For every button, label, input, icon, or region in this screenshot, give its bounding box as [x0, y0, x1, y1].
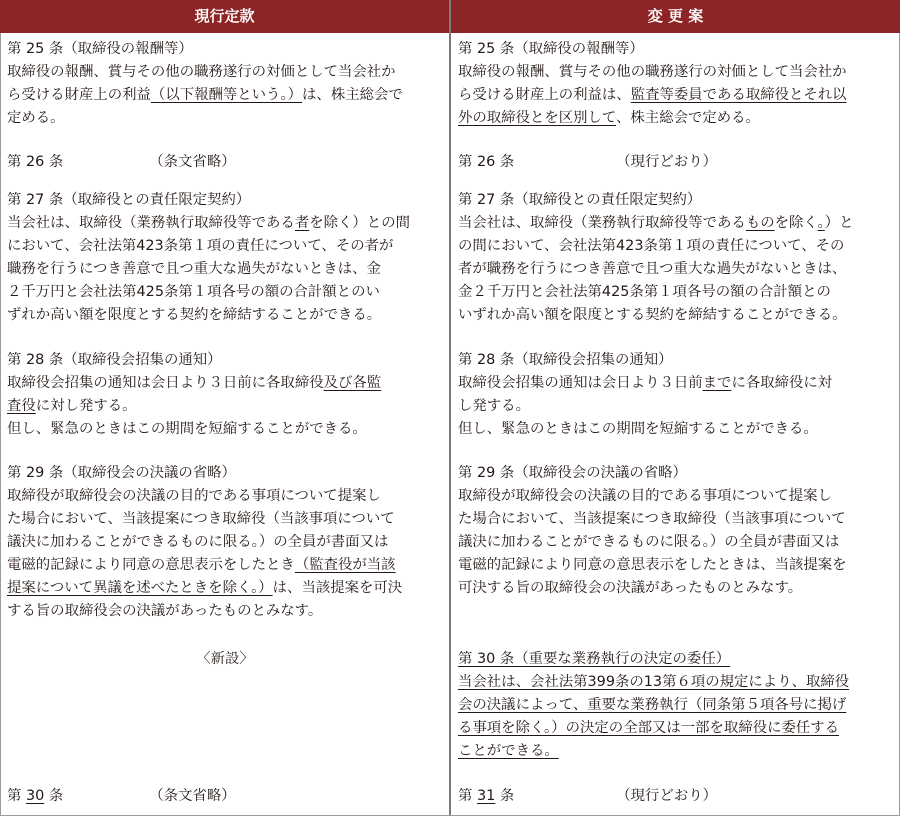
article-line: 当会社は、取締役（業務執行取締役等である者を除く）との間 — [7, 215, 410, 231]
article-line: いずれか高い額を限度とする契約を締結することができる。 — [458, 307, 847, 323]
article-line: 者が職務を行うにつき善意で且つ重大な過失がないときは、 — [458, 261, 847, 277]
proposed-article-31: 第 31 条 （現行どおり） — [458, 788, 717, 804]
article-title: 第 25 条（取締役の報酬等） — [458, 41, 644, 57]
article-line: る事項を除く。）の決定の全部又は一部を取締役に委任する — [458, 720, 840, 736]
article-line: 但し、緊急のときはこの期間を短縮することができる。 — [7, 421, 367, 437]
article-note: （条文省略） — [149, 788, 236, 804]
article-line: 可決する旨の取締役会の決議があったものとみなす。 — [458, 580, 803, 596]
article-number: 30 — [25, 788, 45, 804]
article-number: 第 26 条 — [7, 154, 64, 170]
article-line: 取締役が取締役会の決議の目的である事項について提案し — [458, 488, 832, 504]
current-article-29 — [7, 462, 443, 623]
article-note: （現行どおり） — [616, 788, 717, 804]
article-title: 第 28 条（取締役会招集の通知） — [7, 352, 222, 368]
article-line: 議決に加わることができるものに限る。）の全員が書面又は — [7, 534, 389, 550]
article-number: 第 26 条 — [458, 154, 515, 170]
article-line: ら受ける財産上の利益（以下報酬等という。）は、株主総会で — [7, 87, 403, 103]
article-line: の間において、会社法第423条第１項の責任について、その — [458, 238, 845, 254]
proposed-article-30-new — [458, 648, 894, 763]
proposed-article-25 — [458, 38, 894, 130]
current-article-25 — [7, 38, 443, 130]
article-line: 電磁的記録により同意の意思表示をしたときは、当該提案を — [458, 557, 847, 573]
article-title: 第 28 条（取締役会招集の通知） — [458, 352, 673, 368]
article-line: 電磁的記録により同意の意思表示をしたとき（監査役が当該 — [7, 557, 396, 573]
article-title: 第 29 条（取締役会の決議の省略） — [458, 465, 687, 481]
article-title: 第 30 条（重要な業務執行の決定の委任） — [458, 651, 731, 667]
article-note: （現行どおり） — [616, 154, 717, 170]
article-line: し発する。 — [458, 398, 530, 414]
article-line: 議決に加わることができるものに限る。）の全員が書面又は — [458, 534, 840, 550]
header-current: 現行定款 — [0, 0, 449, 33]
article-title: 第 29 条（取締役会の決議の省略） — [7, 465, 236, 481]
article-line: ら受ける財産上の利益は、監査等委員である取締役とそれ以 — [458, 87, 847, 103]
article-note: （条文省略） — [149, 154, 236, 170]
article-line: ずれか高い額を限度とする契約を締結することができる。 — [7, 307, 382, 323]
article-line: 査役に対し発する。 — [7, 398, 137, 414]
current-article-26 — [7, 151, 443, 174]
article-line: た場合において、当該提案につき取締役（当該事項について — [7, 511, 395, 527]
article-line: 会の決議によって、重要な業務執行（同条第５項各号に掲げ — [458, 697, 847, 713]
proposed-article-27 — [458, 189, 894, 327]
proposed-article-29 — [458, 462, 894, 600]
header-proposed: 変 更 案 — [451, 0, 900, 33]
new-article-note: 〈新設〉 — [196, 651, 254, 667]
article-line: ことができる。 — [458, 743, 559, 759]
article-title: 第 27 条（取締役との責任限定契約） — [458, 192, 702, 208]
article-line: 定める。 — [7, 110, 65, 126]
article-line: 取締役の報酬、賞与その他の職務遂行の対価として当会社か — [7, 64, 396, 80]
article-line: 取締役会招集の通知は会日より３日前に各取締役及び各監 — [7, 375, 382, 391]
article-line: 職務を行うにつき善意で且つ重大な過失がないときは、金 — [7, 261, 381, 277]
article-line: 当会社は、会社法第399条の13第６項の規定により、取締役 — [458, 674, 850, 690]
current-article-30: 第 30 条 （条文省略） — [7, 788, 236, 804]
article-line: 取締役会招集の通知は会日より３日前までに各取締役に対 — [458, 375, 833, 391]
column-divider — [449, 0, 451, 816]
article-line: ２千万円と会社法第425条第１項各号の額の合計額とのい — [7, 284, 380, 300]
article-line: 外の取締役とを区別して、株主総会で定める。 — [458, 110, 760, 126]
article-line: た場合において、当該提案につき取締役（当該事項について — [458, 511, 846, 527]
article-line: 取締役が取締役会の決議の目的である事項について提案し — [7, 488, 381, 504]
current-article-28 — [7, 349, 443, 441]
left-border — [0, 33, 1, 816]
article-line: 取締役の報酬、賞与その他の職務遂行の対価として当会社か — [458, 64, 847, 80]
article-line: において、会社法第423条第１項の責任について、その者が — [7, 238, 394, 254]
current-article-27 — [7, 189, 443, 327]
article-line: 当会社は、取締役（業務執行取締役等であるものを除く。）と — [458, 215, 854, 231]
proposed-article-28 — [458, 349, 894, 441]
article-line: する旨の取締役会の決議があったものとみなす。 — [7, 603, 323, 619]
article-line: 金２千万円と会社法第425条第１項各号の額の合計額との — [458, 284, 831, 300]
article-number: 31 — [476, 788, 496, 804]
article-line: 提案について異議を述べたときを除く。）は、当該提案を可決 — [7, 580, 403, 596]
article-line: 但し、緊急のときはこの期間を短縮することができる。 — [458, 421, 818, 437]
proposed-article-26 — [458, 151, 894, 174]
article-title: 第 25 条（取締役の報酬等） — [7, 41, 193, 57]
article-title: 第 27 条（取締役との責任限定契約） — [7, 192, 251, 208]
